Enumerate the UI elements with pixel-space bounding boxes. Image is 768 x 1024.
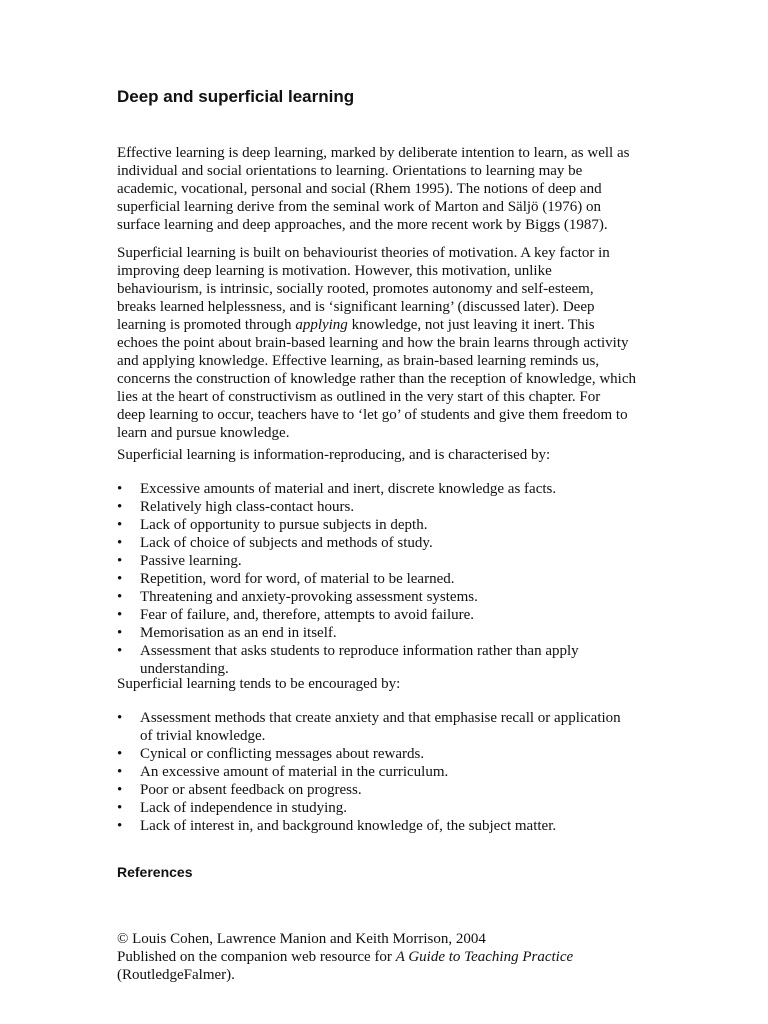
paragraph-encouraged	[117, 675, 677, 693]
bullet-icon: •	[117, 764, 123, 780]
list-item-text: Threatening and anxiety-provoking assessment systems.	[140, 589, 478, 605]
encouragement-list	[117, 709, 677, 835]
list-item	[117, 480, 677, 498]
list-item	[117, 624, 677, 642]
bullet-icon: •	[117, 535, 123, 551]
text-segment: Published on the companion web resource for	[117, 949, 396, 965]
bullet-icon: •	[117, 782, 123, 798]
bullet-icon: •	[117, 800, 123, 816]
footer-line	[117, 948, 677, 966]
bullet-icon: •	[117, 746, 123, 762]
characteristics-list	[117, 480, 677, 678]
text-segment: learning is promoted through	[117, 317, 296, 333]
list-item-text: Relatively high class-contact hours.	[140, 499, 355, 515]
list-item	[117, 799, 677, 817]
bullet-icon: •	[117, 625, 123, 641]
list-item-text: An excessive amount of material in the curriculum.	[140, 764, 449, 780]
list-item-text: Lack of independence in studying.	[140, 800, 348, 816]
text-line: and applying knowledge. Effective learning, as brain-based learning reminds us,	[117, 353, 600, 369]
page-title: Deep and superficial learning	[117, 87, 355, 106]
bullet-icon: •	[117, 499, 123, 515]
list-item	[117, 570, 677, 588]
text-line	[117, 316, 677, 334]
copyright-footer	[117, 930, 677, 984]
list-item-text: Excessive amounts of material and inert, discrete knowledge as facts.	[140, 481, 557, 497]
text-line: Superficial learning tends to be encouraged by:	[117, 676, 401, 692]
text-line: surface learning and deep approaches, and the more recent work by Biggs (1987).	[117, 217, 608, 233]
text-line: academic, vocational, personal and social (Rhem 1995). The notions of deep and	[117, 181, 602, 197]
list-item-text: Lack of opportunity to pursue subjects in depth.	[140, 517, 428, 533]
list-item	[117, 642, 677, 678]
list-item	[117, 516, 677, 534]
list-item-text: Lack of choice of subjects and methods of study.	[140, 535, 433, 551]
text-segment: knowledge, not just leaving it inert. This	[347, 317, 595, 333]
list-item	[117, 745, 677, 763]
bullet-icon: •	[117, 643, 123, 659]
list-item	[117, 606, 677, 624]
emphasis-applying: applying	[295, 317, 348, 333]
bullet-icon: •	[117, 607, 123, 623]
list-item-text: Passive learning.	[140, 553, 242, 569]
bullet-icon: •	[117, 517, 123, 533]
list-item	[117, 534, 677, 552]
text-line: behaviourism, is intrinsic, socially rooted, promotes autonomy and self-esteem,	[117, 281, 594, 297]
bullet-icon: •	[117, 710, 123, 726]
text-line: lies at the heart of constructivism as outlined in the very start of this chapter. For	[117, 389, 601, 405]
bullet-icon: •	[117, 589, 123, 605]
bullet-icon: •	[117, 553, 123, 569]
list-item-text: Poor or absent feedback on progress.	[140, 782, 362, 798]
list-item	[117, 498, 677, 516]
paragraph-intro	[117, 144, 677, 234]
text-line: deep learning to occur, teachers have to ‘let go’ of students and give them freedom to	[117, 407, 628, 423]
text-line: Superficial learning is built on behaviourist theories of motivation. A key factor in	[117, 245, 610, 261]
bullet-icon: •	[117, 481, 123, 497]
references-heading: References	[117, 864, 193, 880]
list-item-text: Assessment methods that create anxiety and that emphasise recall or application	[140, 710, 621, 726]
list-item-text: Lack of interest in, and background knowledge of, the subject matter.	[140, 818, 557, 834]
text-line: concerns the construction of knowledge rather than the reception of knowledge, which	[117, 371, 636, 387]
list-item	[117, 588, 677, 606]
list-item-text: Cynical or conflicting messages about rewards.	[140, 746, 425, 762]
footer-line: © Louis Cohen, Lawrence Manion and Keith Morrison, 2004	[117, 931, 486, 947]
list-item	[117, 817, 677, 835]
text-line: learn and pursue knowledge.	[117, 425, 290, 441]
text-line: Superficial learning is information-reproducing, and is characterised by:	[117, 447, 551, 463]
bullet-icon: •	[117, 571, 123, 587]
text-line: Effective learning is deep learning, marked by deliberate intention to learn, as well as	[117, 145, 630, 161]
footer-line: (RoutledgeFalmer).	[117, 967, 235, 983]
text-line: echoes the point about brain-based learning and how the brain learns through activity	[117, 335, 629, 351]
list-item	[117, 763, 677, 781]
text-line: breaks learned helplessness, and is ‘significant learning’ (discussed later). Deep	[117, 299, 595, 315]
paragraph-characterised	[117, 446, 677, 464]
list-item-text: understanding.	[140, 661, 229, 677]
list-item-text: Assessment that asks students to reproduce information rather than apply	[140, 643, 579, 659]
list-item	[117, 552, 677, 570]
text-line: improving deep learning is motivation. However, this motivation, unlike	[117, 263, 552, 279]
text-line: individual and social orientations to learning. Orientations to learning may be	[117, 163, 583, 179]
list-item-text: Repetition, word for word, of material to be learned.	[140, 571, 455, 587]
text-line: superficial learning derive from the seminal work of Marton and Säljö (1976) on	[117, 199, 602, 215]
book-title: A Guide to Teaching Practice	[395, 949, 574, 965]
list-item	[117, 709, 677, 745]
paragraph-motivation	[117, 244, 677, 442]
bullet-icon: •	[117, 818, 123, 834]
list-item-text: of trivial knowledge.	[140, 728, 266, 744]
list-item-text: Memorisation as an end in itself.	[140, 625, 337, 641]
list-item-text: Fear of failure, and, therefore, attempts to avoid failure.	[140, 607, 475, 623]
list-item	[117, 781, 677, 799]
